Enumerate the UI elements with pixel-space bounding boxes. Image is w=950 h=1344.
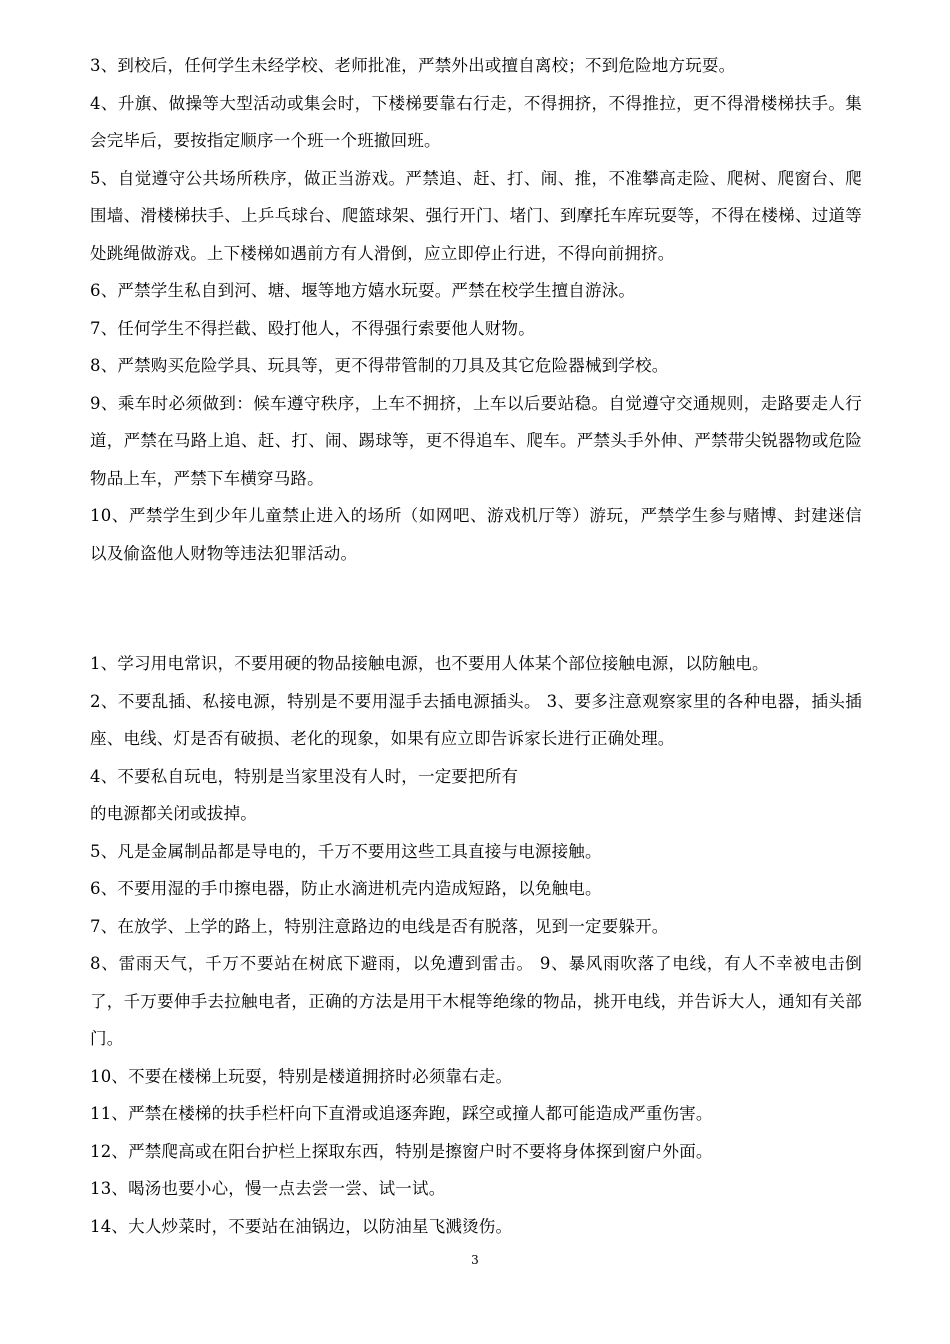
rule-item: 7、任何学生不得拦截、殴打他人，不得强行索要他人财物。	[90, 318, 535, 338]
electrical-safety-rules	[90, 645, 862, 1245]
rule-item: 9、乘车时必须做到：候车遵守秩序，上车不拥挤，上车以后要站稳。自觉遵守交通规则，走路要走人行道，严禁在马路上追、赶、打、闹、踢球等，更不得追车、爬车。严禁头手外伸、严禁带尖锐器物或危险物品上车，严禁下车横穿马路。	[90, 393, 862, 488]
rule-item: 6、严禁学生私自到河、塘、堰等地方嬉水玩耍。严禁在校学生擅自游泳。	[90, 281, 636, 300]
rule-item: 5、自觉遵守公共场所秩序，做正当游戏。严禁追、赶、打、闹、推，不准攀高走险、爬树、爬窗台、爬围墙、滑楼梯扶手、上乒乓球台、爬篮球架、强行开门、堵门、到摩托车库玩耍等，不得在楼梯、过道等处跳绳做游戏。上下楼梯如遇前方有人滑倒，应立即停止行进，不得向前拥挤。	[90, 168, 862, 263]
rule-item: 6、不要用湿的手巾擦电器，防止水滴进机壳内造成短路，以免触电。	[90, 879, 602, 898]
rule-item: 8、严禁购买危险学具、玩具等，更不得带管制的刀具及其它危险器械到学校。	[90, 356, 669, 375]
rule-item: 5、凡是金属制品都是导电的，千万不要用这些工具直接与电源接触。	[90, 841, 602, 861]
rule-item: 1、学习用电常识，不要用硬的物品接触电源，也不要用人体某个部位接触电源，以防触电。	[90, 654, 769, 673]
rule-item: 10、不要在楼梯上玩耍，特别是楼道拥挤时必须靠右走。	[90, 1066, 513, 1086]
rule-item: 8、雷雨天气，千万不要站在树底下避雨，以免遭到雷击。 9、暴风雨吹落了电线，有人不幸被电击倒了，千万要伸手去拉触电者，正确的方法是用干木棍等绝缘的物品，挑开电线，并告诉大人，通知有关部门。	[90, 954, 862, 1048]
rule-item: 13、喝汤也要小心，慢一点去尝一尝、试一试。	[90, 1179, 446, 1198]
school-safety-rules	[90, 47, 862, 572]
rule-item: 11、严禁在楼梯的扶手栏杆向下直滑或追逐奔跑，踩空或撞人都可能造成严重伤害。	[90, 1104, 713, 1123]
rule-item: 2、不要乱插、私接电源，特别是不要用湿手去插电源插头。 3、要多注意观察家里的各种电器，插头插座、电线、灯是否有破损、老化的现象，如果有应立即告诉家长进行正确处理。	[90, 691, 862, 748]
rule-item: 14、大人炒菜时，不要站在油锅边，以防油星飞溅烫伤。	[90, 1216, 513, 1236]
rule-item: 3、到校后，任何学生未经学校、老师批准，严禁外出或擅自离校；不到危险地方玩耍。	[90, 56, 736, 75]
page-number: 3	[471, 1253, 479, 1267]
rule-item: 12、严禁爬高或在阳台护栏上探取东西，特别是擦窗户时不要将身体探到窗户外面。	[90, 1141, 713, 1161]
rule-item: 10、严禁学生到少年儿童禁止进入的场所（如网吧、游戏机厅等）游玩，严禁学生参与赌博、封建迷信以及偷盗他人财物等违法犯罪活动。	[90, 506, 862, 563]
rule-item: 的电源都关闭或拔掉。	[90, 804, 257, 823]
rule-item: 7、在放学、上学的路上，特别注意路边的电线是否有脱落，见到一定要躲开。	[90, 916, 669, 936]
rule-item: 4、不要私自玩电，特别是当家里没有人时，一定要把所有	[90, 766, 519, 786]
rule-item: 4、升旗、做操等大型活动或集会时，下楼梯要靠右行走，不得拥挤，不得推拉，更不得滑楼梯扶手。集会完毕后，要按指定顺序一个班一个班撤回班。	[90, 93, 862, 150]
